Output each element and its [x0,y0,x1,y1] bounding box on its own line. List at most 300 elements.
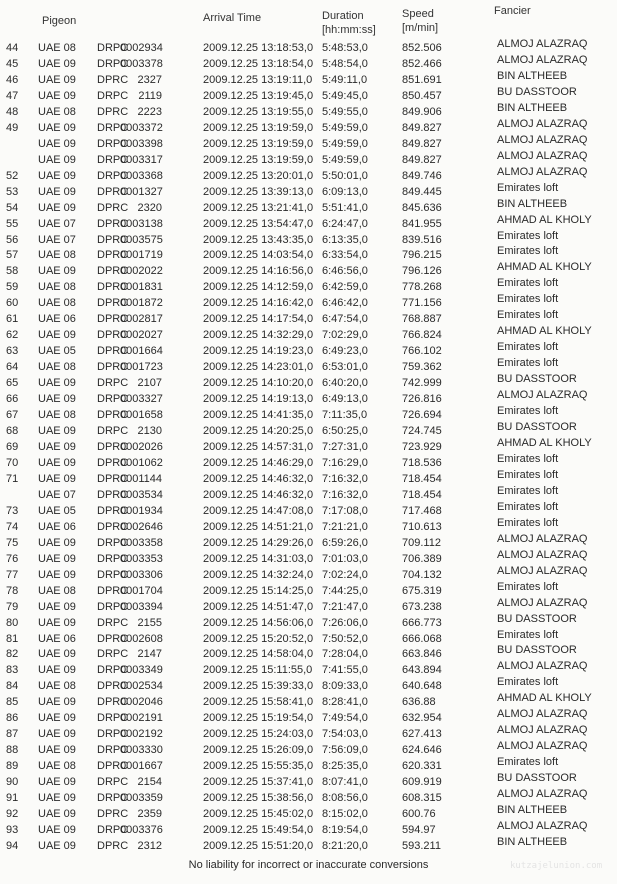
cell-duration: 6:46:42,0 [322,297,368,310]
cell-ring: 0003138 [120,217,163,230]
cell-year: UAE 09 [38,185,76,198]
cell-speed: 636.88 [402,696,436,709]
cell-ring: 0003378 [120,57,163,70]
cell-year: UAE 07 [38,217,76,230]
cell-arrival: 2009.12.25 15:45:02,0 [203,808,314,821]
cell-org: DRPC [97,393,129,406]
cell-fancier: BIN ALTHEEB [497,101,568,114]
cell-year: UAE 09 [38,696,76,709]
cell-org: DRPC [97,744,129,757]
cell-year: UAE 09 [38,712,76,725]
cell-ring: 2154 [137,776,162,789]
cell-arrival: 2009.12.25 14:46:32,0 [203,472,314,485]
cell-rank: 94 [6,840,19,852]
cell-year: UAE 09 [38,664,76,677]
cell-speed: 717.468 [402,504,442,517]
cell-ring: 2147 [137,648,162,661]
cell-ring: 2155 [137,616,162,629]
cell-year: UAE 09 [38,153,76,166]
cell-arrival: 2009.12.25 15:51:20,0 [203,840,314,852]
cell-year: UAE 09 [38,121,76,134]
cell-ring: 0003575 [120,233,163,246]
cell-ring: 2359 [137,808,162,821]
cell-fancier: ALMOJ ALAZRAQ [497,788,588,801]
cell-fancier: AHMAD AL KHOLY [497,437,592,449]
cell-duration: 6:42:59,0 [322,281,368,294]
cell-org: DPRC [97,233,129,246]
cell-fancier: ALMOJ ALAZRAQ [497,38,588,50]
cell-speed: 796.215 [402,249,442,262]
cell-rank: 83 [6,664,19,677]
cell-fancier: BU DASSTOOR [497,644,577,657]
cell-year: UAE 09 [38,73,76,86]
cell-duration: 7:54:03,0 [322,728,368,741]
cell-speed: 709.112 [402,536,441,549]
cell-speed: 849.827 [402,153,442,166]
cell-fancier: ALMOJ ALAZRAQ [497,149,588,162]
cell-rank: 54 [6,201,19,214]
cell-org: DRPC [97,425,129,438]
cell-duration: 6:47:54,0 [322,313,368,326]
cell-rank: 60 [6,297,19,310]
cell-org: DPRC [97,281,129,294]
cell-arrival: 2009.12.25 15:37:41,0 [203,776,314,789]
cell-ring: 0002534 [120,680,163,693]
cell-speed: 620.331 [402,760,442,773]
cell-fancier: Emirates loft [497,484,559,497]
cell-duration: 7:27:31,0 [322,441,368,453]
cell-org: DRPC [97,42,129,54]
cell-fancier: ALMOJ ALAZRAQ [497,724,588,737]
cell-duration: 7:56:09,0 [322,744,368,757]
cell-arrival: 2009.12.25 14:56:06,0 [203,616,314,629]
cell-arrival: 2009.12.25 15:58:41,0 [203,696,314,709]
cell-rank: 91 [6,792,19,805]
cell-rank: 73 [6,504,19,517]
cell-fancier: Emirates loft [497,309,559,322]
cell-rank: 75 [6,536,19,549]
cell-year: UAE 09 [38,169,76,182]
cell-ring: 0001704 [120,584,163,597]
cell-fancier: Emirates loft [497,341,559,354]
cell-fancier: ALMOJ ALAZRAQ [497,564,588,577]
cell-rank: 47 [6,89,19,102]
cell-rank: 80 [6,616,19,629]
cell-arrival: 2009.12.25 14:23:01,0 [203,361,314,374]
cell-fancier: Emirates loft [497,405,559,418]
cell-org: DRPC [97,137,129,150]
cell-ring: 0003359 [120,792,163,805]
cell-arrival: 2009.12.25 15:49:54,0 [203,824,314,837]
cell-duration: 6:13:35,0 [322,233,368,246]
cell-year: UAE 09 [38,536,76,549]
cell-org: DRPC [97,568,129,581]
cell-rank: 85 [6,696,19,709]
header-duration-unit: [hh:mm:ss] [322,24,376,36]
cell-rank: 89 [6,760,19,773]
cell-arrival: 2009.12.25 13:20:01,0 [203,169,314,182]
cell-speed: 849.445 [402,185,442,198]
cell-arrival: 2009.12.25 13:43:35,0 [203,233,314,246]
cell-speed: 675.319 [402,584,442,597]
cell-ring: 0003398 [120,137,163,150]
cell-fancier: Emirates loft [497,181,559,194]
cell-year: UAE 09 [38,552,76,565]
cell-arrival: 2009.12.25 14:51:21,0 [203,520,314,533]
cell-duration: 8:07:41,0 [322,776,368,789]
cell-org: DPRC [97,265,129,278]
cell-speed: 766.102 [402,345,442,358]
cell-year: UAE 09 [38,456,76,469]
cell-speed: 710.613 [402,520,442,533]
cell-arrival: 2009.12.25 14:41:35,0 [203,409,314,422]
cell-org: DPRC [97,808,129,821]
cell-org: DPRC [97,584,129,597]
cell-ring: 0003394 [120,600,163,613]
cell-duration: 8:08:56,0 [322,792,368,805]
cell-rank: 81 [6,632,19,645]
cell-rank: 66 [6,393,19,406]
cell-org: DRPC [97,664,129,677]
cell-fancier: AHMAD AL KHOLY [497,325,592,338]
cell-duration: 5:49:55,0 [322,105,368,118]
cell-ring: 0002191 [120,712,163,725]
cell-speed: 726.816 [402,393,442,406]
cell-year: UAE 06 [38,520,76,533]
cell-duration: 7:41:55,0 [322,664,368,677]
cell-duration: 5:49:59,0 [322,153,368,166]
cell-rank: 55 [6,217,19,230]
cell-duration: 7:21:21,0 [322,520,368,533]
cell-year: UAE 09 [38,89,76,102]
cell-rank: 90 [6,776,19,789]
cell-ring: 2130 [137,425,162,438]
cell-fancier: Emirates loft [497,628,559,641]
cell-duration: 5:48:54,0 [322,57,368,70]
cell-ring: 0001144 [120,472,163,485]
cell-rank: 92 [6,808,19,821]
cell-org: DPRC [97,313,129,326]
cell-year: UAE 09 [38,472,76,485]
cell-speed: 624.646 [402,744,442,757]
cell-org: DPRC [97,441,129,453]
cell-year: UAE 08 [38,409,76,422]
cell-duration: 6:59:26,0 [322,536,368,549]
cell-org: DPRC [97,456,129,469]
cell-arrival: 2009.12.25 15:26:09,0 [203,744,314,757]
cell-org: DRPC [97,616,129,629]
cell-rank: 86 [6,712,19,725]
cell-rank: 49 [6,121,19,134]
cell-year: UAE 08 [38,42,76,54]
cell-year: UAE 09 [38,329,76,342]
cell-speed: 852.466 [402,57,442,70]
cell-arrival: 2009.12.25 13:39:13,0 [203,185,314,198]
cell-org: DPRC [97,105,129,118]
cell-speed: 845.636 [402,201,442,214]
cell-org: DRPC [97,552,129,565]
cell-arrival: 2009.12.25 13:19:11,0 [203,73,313,86]
cell-rank: 53 [6,185,19,198]
cell-rank: 76 [6,552,19,565]
cell-org: DPRC [97,632,129,645]
cell-duration: 6:33:54,0 [322,249,368,262]
cell-arrival: 2009.12.25 13:54:47,0 [203,217,314,230]
cell-ring: 2119 [138,89,162,102]
cell-arrival: 2009.12.25 14:46:29,0 [203,456,314,469]
cell-ring: 0002646 [120,520,163,533]
cell-rank: 48 [6,105,19,118]
cell-duration: 5:51:41,0 [322,201,368,214]
header-speed-unit: [m/min] [402,22,439,34]
cell-ring: 0003317 [120,153,163,166]
cell-ring: 0001327 [120,185,163,198]
cell-speed: 666.068 [402,632,442,645]
cell-arrival: 2009.12.25 15:11:55,0 [203,664,313,677]
cell-arrival: 2009.12.25 14:57:31,0 [203,441,314,453]
cell-ring: 0002046 [120,696,163,709]
cell-arrival: 2009.12.25 14:10:20,0 [203,377,314,390]
cell-duration: 6:49:23,0 [322,345,368,358]
cell-speed: 724.745 [402,425,442,438]
cell-org: DRPC [97,728,129,741]
cell-year: UAE 09 [38,808,76,821]
cell-ring: 0003349 [120,664,163,677]
cell-ring: 0001667 [120,760,163,773]
cell-org: DRPC [97,169,129,182]
cell-speed: 594.97 [402,824,436,837]
cell-org: DPRC [97,696,129,709]
cell-duration: 6:40:20,0 [322,377,368,390]
cell-duration: 7:17:08,0 [322,504,368,517]
cell-ring: 0003368 [120,169,163,182]
cell-ring: 2223 [137,105,162,118]
cell-org: DRPC [97,648,129,661]
cell-fancier: Emirates loft [497,277,559,290]
cell-duration: 7:50:52,0 [322,632,368,645]
cell-org: DRPC [97,824,129,837]
cell-fancier: AHMAD AL KHOLY [497,261,592,274]
header-fancier: Fancier [494,5,531,17]
cell-year: UAE 09 [38,425,76,438]
cell-year: UAE 07 [38,488,76,501]
cell-ring: 0001062 [120,456,163,469]
cell-org: DPRC [97,185,129,198]
cell-ring: 2107 [137,377,162,390]
cell-speed: 849.827 [402,137,442,150]
cell-ring: 0001719 [120,249,163,262]
cell-ring: 0001831 [120,281,163,294]
cell-arrival: 2009.12.25 14:31:03,0 [203,552,314,565]
table-row [0,838,617,854]
cell-speed: 600.76 [402,808,436,821]
cell-fancier: Emirates loft [497,229,559,242]
cell-speed: 726.694 [402,409,442,422]
cell-duration: 8:19:54,0 [322,824,368,837]
cell-arrival: 2009.12.25 14:47:08,0 [203,504,314,517]
disclaimer: No liability for incorrect or inaccurate conversions [188,859,429,871]
cell-org: DRPC [97,776,129,789]
cell-arrival: 2009.12.25 14:32:29,0 [203,329,314,342]
cell-fancier: Emirates loft [497,676,559,689]
cell-duration: 8:15:02,0 [322,808,368,821]
cell-year: UAE 09 [38,776,76,789]
cell-org: DPRC [97,297,129,310]
cell-fancier: Emirates loft [497,468,559,481]
cell-fancier: Emirates loft [497,357,559,370]
cell-speed: 627.413 [402,728,442,741]
cell-fancier: Emirates loft [497,580,559,593]
cell-duration: 8:28:41,0 [322,696,368,709]
cell-year: UAE 06 [38,632,76,645]
cell-fancier: BIN ALTHEEB [497,69,568,82]
cell-org: DRPC [97,377,129,390]
cell-org: DRPC [97,153,129,166]
cell-speed: 771.156 [402,297,442,310]
cell-fancier: ALMOJ ALAZRAQ [497,389,588,402]
cell-year: UAE 09 [38,600,76,613]
cell-org: DPRC [97,488,129,501]
cell-duration: 7:11:35,0 [322,409,368,422]
cell-org: DPRC [97,840,129,852]
cell-duration: 6:49:13,0 [322,393,368,406]
cell-org: DPRC [97,329,129,342]
cell-duration: 6:46:56,0 [322,265,368,278]
cell-fancier: ALMOJ ALAZRAQ [497,117,588,130]
cell-fancier: Emirates loft [497,500,559,513]
cell-fancier: ALMOJ ALAZRAQ [497,596,588,609]
cell-org: DPRC [97,680,129,693]
cell-duration: 7:02:29,0 [322,329,368,342]
cell-year: UAE 09 [38,393,76,406]
cell-fancier: Emirates loft [497,516,559,529]
cell-ring: 0002026 [120,441,163,453]
cell-duration: 6:24:47,0 [322,217,368,230]
cell-ring: 0001934 [120,504,163,517]
cell-ring: 0003327 [120,393,163,406]
cell-ring: 0003534 [120,488,163,501]
cell-rank: 63 [6,345,19,358]
cell-duration: 5:49:59,0 [322,137,368,150]
cell-ring: 0001872 [120,297,163,310]
cell-fancier: BIN ALTHEEB [497,804,568,817]
cell-fancier: ALMOJ ALAZRAQ [497,532,588,545]
cell-arrival: 2009.12.25 15:38:56,0 [203,792,314,805]
cell-rank: 65 [6,377,19,390]
cell-arrival: 2009.12.25 14:16:42,0 [203,297,314,310]
cell-duration: 5:48:53,0 [322,42,368,54]
cell-arrival: 2009.12.25 15:24:03,0 [203,728,314,741]
cell-fancier: Emirates loft [497,756,559,769]
cell-speed: 841.955 [402,217,442,230]
cell-arrival: 2009.12.25 13:19:59,0 [203,137,314,150]
cell-speed: 718.454 [402,472,442,485]
cell-org: DPRC [97,520,129,533]
cell-fancier: BU DASSTOOR [497,772,577,785]
cell-org: DPRC [97,409,129,422]
cell-org: DPRC [97,217,129,230]
cell-speed: 849.906 [402,105,442,118]
cell-rank: 58 [6,265,19,278]
cell-ring: 0002022 [120,265,163,278]
cell-speed: 759.362 [402,361,442,374]
cell-rank: 45 [6,57,19,70]
cell-arrival: 2009.12.25 15:20:52,0 [203,632,314,645]
cell-arrival: 2009.12.25 14:03:54,0 [203,249,314,262]
cell-ring: 0003372 [120,121,163,134]
cell-arrival: 2009.12.25 13:21:41,0 [203,201,314,214]
cell-duration: 7:44:25,0 [322,584,368,597]
cell-arrival: 2009.12.25 15:14:25,0 [203,584,314,597]
cell-speed: 852.506 [402,42,442,54]
cell-fancier: AHMAD AL KHOLY [497,213,592,226]
cell-speed: 643.894 [402,664,442,677]
cell-rank: 79 [6,600,19,613]
cell-arrival: 2009.12.25 14:46:32,0 [203,488,314,501]
cell-speed: 849.746 [402,169,442,182]
cell-rank: 74 [6,520,19,533]
cell-arrival: 2009.12.25 13:19:55,0 [203,105,314,118]
cell-duration: 5:49:11,0 [322,73,368,86]
cell-org: DPRC [97,73,129,86]
cell-fancier: BU DASSTOOR [497,612,577,625]
cell-duration: 7:02:24,0 [322,568,368,581]
cell-speed: 609.919 [402,776,442,789]
cell-fancier: BIN ALTHEEB [497,836,568,848]
cell-arrival: 2009.12.25 13:19:45,0 [203,89,314,102]
cell-rank: 87 [6,728,19,741]
cell-duration: 7:21:47,0 [322,600,368,613]
cell-arrival: 2009.12.25 14:19:13,0 [203,393,314,406]
cell-year: UAE 09 [38,792,76,805]
cell-org: DPRC [97,249,129,262]
cell-year: UAE 08 [38,361,76,374]
cell-duration: 5:49:59,0 [322,121,368,134]
cell-speed: 663.846 [402,648,442,661]
cell-year: UAE 09 [38,648,76,661]
cell-org: DRPC [97,89,129,102]
cell-speed: 768.887 [402,313,442,326]
cell-rank: 44 [6,42,19,54]
cell-arrival: 2009.12.25 13:19:59,0 [203,153,314,166]
cell-ring: 0003330 [120,744,163,757]
cell-rank: 57 [6,249,19,262]
cell-speed: 666.773 [402,616,442,629]
cell-arrival: 2009.12.25 14:29:26,0 [203,536,314,549]
cell-ring: 0003353 [120,552,163,565]
cell-fancier: ALMOJ ALAZRAQ [497,165,588,178]
cell-year: UAE 09 [38,57,76,70]
cell-year: UAE 09 [38,137,76,150]
cell-ring: 0003358 [120,536,163,549]
cell-speed: 704.132 [402,568,442,581]
cell-arrival: 2009.12.25 14:32:24,0 [203,568,314,581]
cell-speed: 673.238 [402,600,442,613]
cell-arrival: 2009.12.25 13:19:59,0 [203,121,314,134]
cell-year: UAE 08 [38,281,76,294]
cell-arrival: 2009.12.25 14:19:23,0 [203,345,314,358]
cell-speed: 640.648 [402,680,442,693]
cell-org: DRPC [97,600,129,613]
cell-rank: 78 [6,584,19,597]
cell-year: UAE 09 [38,744,76,757]
cell-year: UAE 08 [38,249,76,262]
cell-arrival: 2009.12.25 14:16:56,0 [203,265,314,278]
watermark: kutzajelunion.com [510,861,603,871]
cell-year: UAE 09 [38,568,76,581]
cell-arrival: 2009.12.25 15:19:54,0 [203,712,314,725]
cell-org: DRPC [97,57,129,70]
